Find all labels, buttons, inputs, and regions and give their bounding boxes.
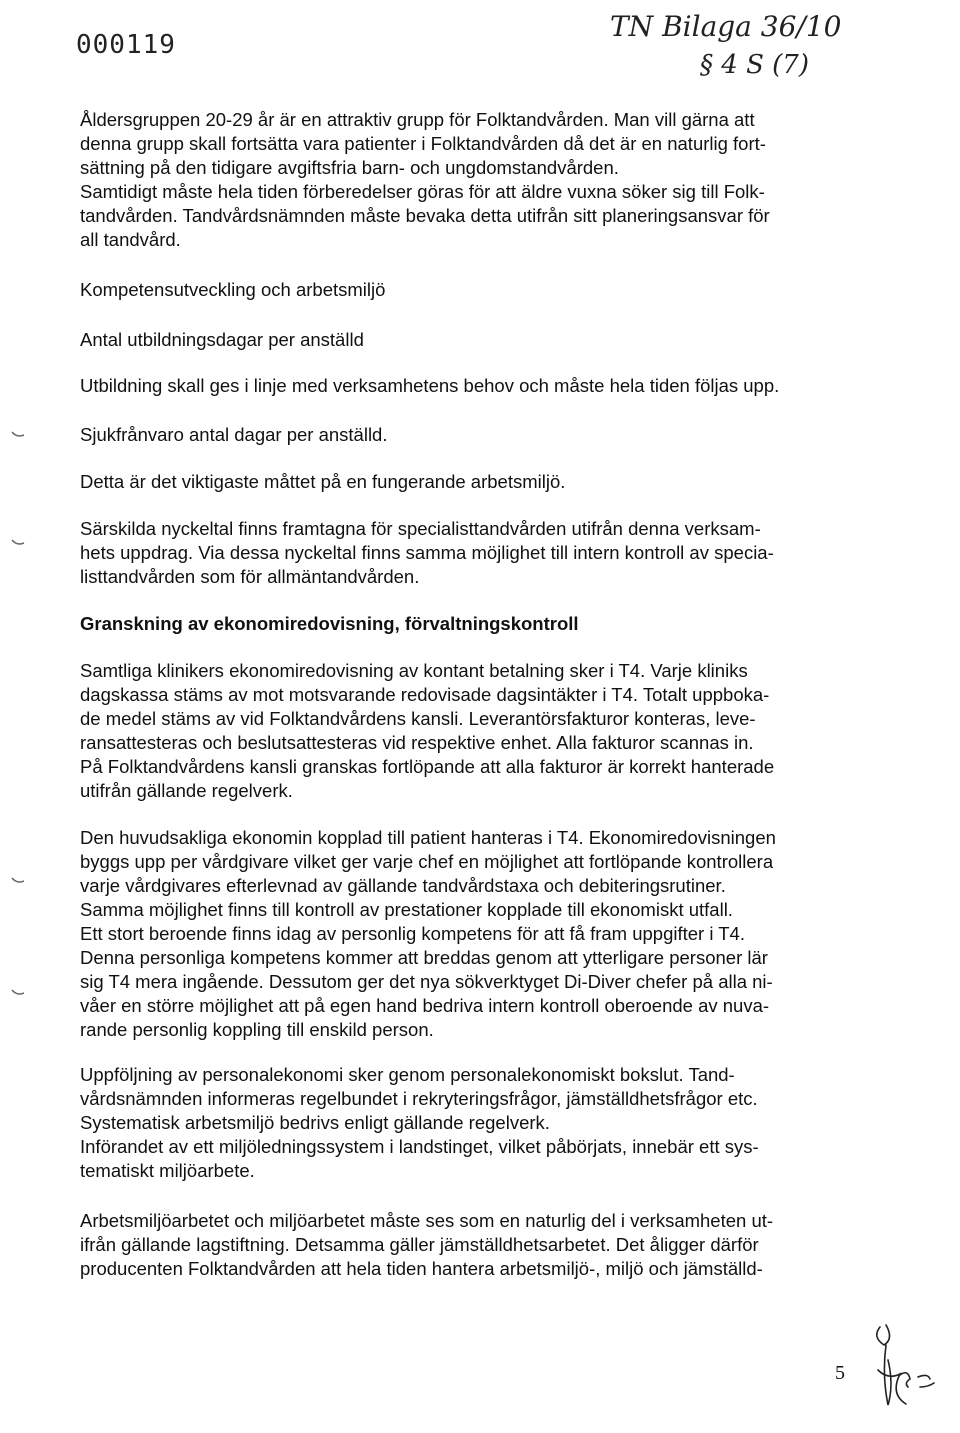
handwritten-note: TN Bilaga 36/10	[610, 10, 842, 43]
paragraph-cash-reporting: Samtliga klinikers ekonomiredovisning av kontant betalning sker i T4. Varje kliniks dagskassa stäms av mot motsvarande redovisade dagsintäkter i T4. Totalt uppboka- de medel stäms av vid Folktandvårdens kansli. Leverantörsfakturor konteras, leve- ransattesteras och beslutsattesteras vid respektive enhet. Alla fakturor scannas in. På Folktandvårdens kansli granskas fortlöpande att alla fakturor är korrekt hanterade utifrån gällande regelverk.	[80, 660, 775, 801]
paragraph-competence-heading: Kompetensutveckling och arbetsmiljö	[80, 279, 386, 300]
paragraph-work-environment: Detta är det viktigaste måttet på en fungerande arbetsmiljö.	[80, 471, 566, 492]
paragraph-specialist-indicators: Särskilda nyckeltal finns framtagna för specialisttandvården utifrån denna verksam- hets uppdrag. Via dessa nyckeltal finns samma möjlighet till intern kontroll av specia- listtandvården som för allmäntandvården.	[80, 518, 774, 587]
paragraph-patient-economy: Den huvudsakliga ekonomin kopplad till patient hanteras i T4. Ekonomiredovisningen byggs upp per vårdgivare vilket ger varje chef en möjlighet att fortlöpande kontrollera varje vårdgivares efterlevnad av gällande tandvårdstaxa och debiteringsrutiner. Samma möjlighet finns till kontroll av prestationer kopplade till ekonomiskt utfall. Ett stort beroende finns idag av personlig kompetens för att få fram uppgifter i T4. Denna personliga kompetens kommer att breddas genom att ytterligare personer lär sig T4 mera ingående. Dessutom ger det nya sökverktyget Di-Diver chefer på alla ni- våer en större möjlighet att på egen hand bedriva intern kontroll oberoende av nuva- rande personlig koppling till enskild person.	[80, 827, 776, 1040]
document-stamp-number: 000119	[76, 30, 176, 60]
paragraph-training-days: Antal utbildningsdagar per anställd	[80, 329, 364, 350]
section-heading: Granskning av ekonomiredovisning, förvaltningskontroll	[80, 613, 579, 634]
handwritten-reference: § 4 S (7)	[700, 50, 809, 80]
handwritten-signature	[860, 1315, 960, 1425]
paragraph-sick-leave: Sjukfrånvaro antal dagar per anställd.	[80, 424, 388, 445]
page-number: 5	[835, 1362, 845, 1384]
paragraph-staff-economy: Uppföljning av personalekonomi sker genom personalekonomiskt bokslut. Tand- vårdsnämnden informeras regelbundet i rekryteringsfrågor, jämställdhetsfrågor etc. Systematisk arbetsmiljö bedrivs enligt gällande regelverk. Införandet av ett miljöledningssystem i landstinget, vilket påbörjats, innebär ett sys- tematiskt miljöarbete.	[80, 1064, 759, 1181]
paragraph-training-needs: Utbildning skall ges i linje med verksamhetens behov och måste hela tiden följas upp.	[80, 375, 780, 396]
paragraph-environment-work: Arbetsmiljöarbetet och miljöarbetet måste ses som en naturlig del i verksamheten ut- ifrån gällande lagstiftning. Detsamma gäller jämställdhetsarbetet. Det åligger därför producenten Folktandvården att hela tiden hantera arbetsmiljö-, miljö och jämställd-	[80, 1210, 774, 1279]
paragraph-age-group: Åldersgruppen 20-29 år är en attraktiv grupp för Folktandvården. Man vill gärna att denna grupp skall fortsätta vara patienter i Folktandvården då det är en naturlig fort- sättning på den tidigare avgiftsfria barn- och ungdomstandvården. Samtidigt måste hela tiden förberedelser göras för att äldre vuxna söker sig till Folk- tandvården. Tandvårdsnämnden måste bevaka detta utifrån sitt planeringsansvar för all tandvård.	[80, 109, 770, 250]
